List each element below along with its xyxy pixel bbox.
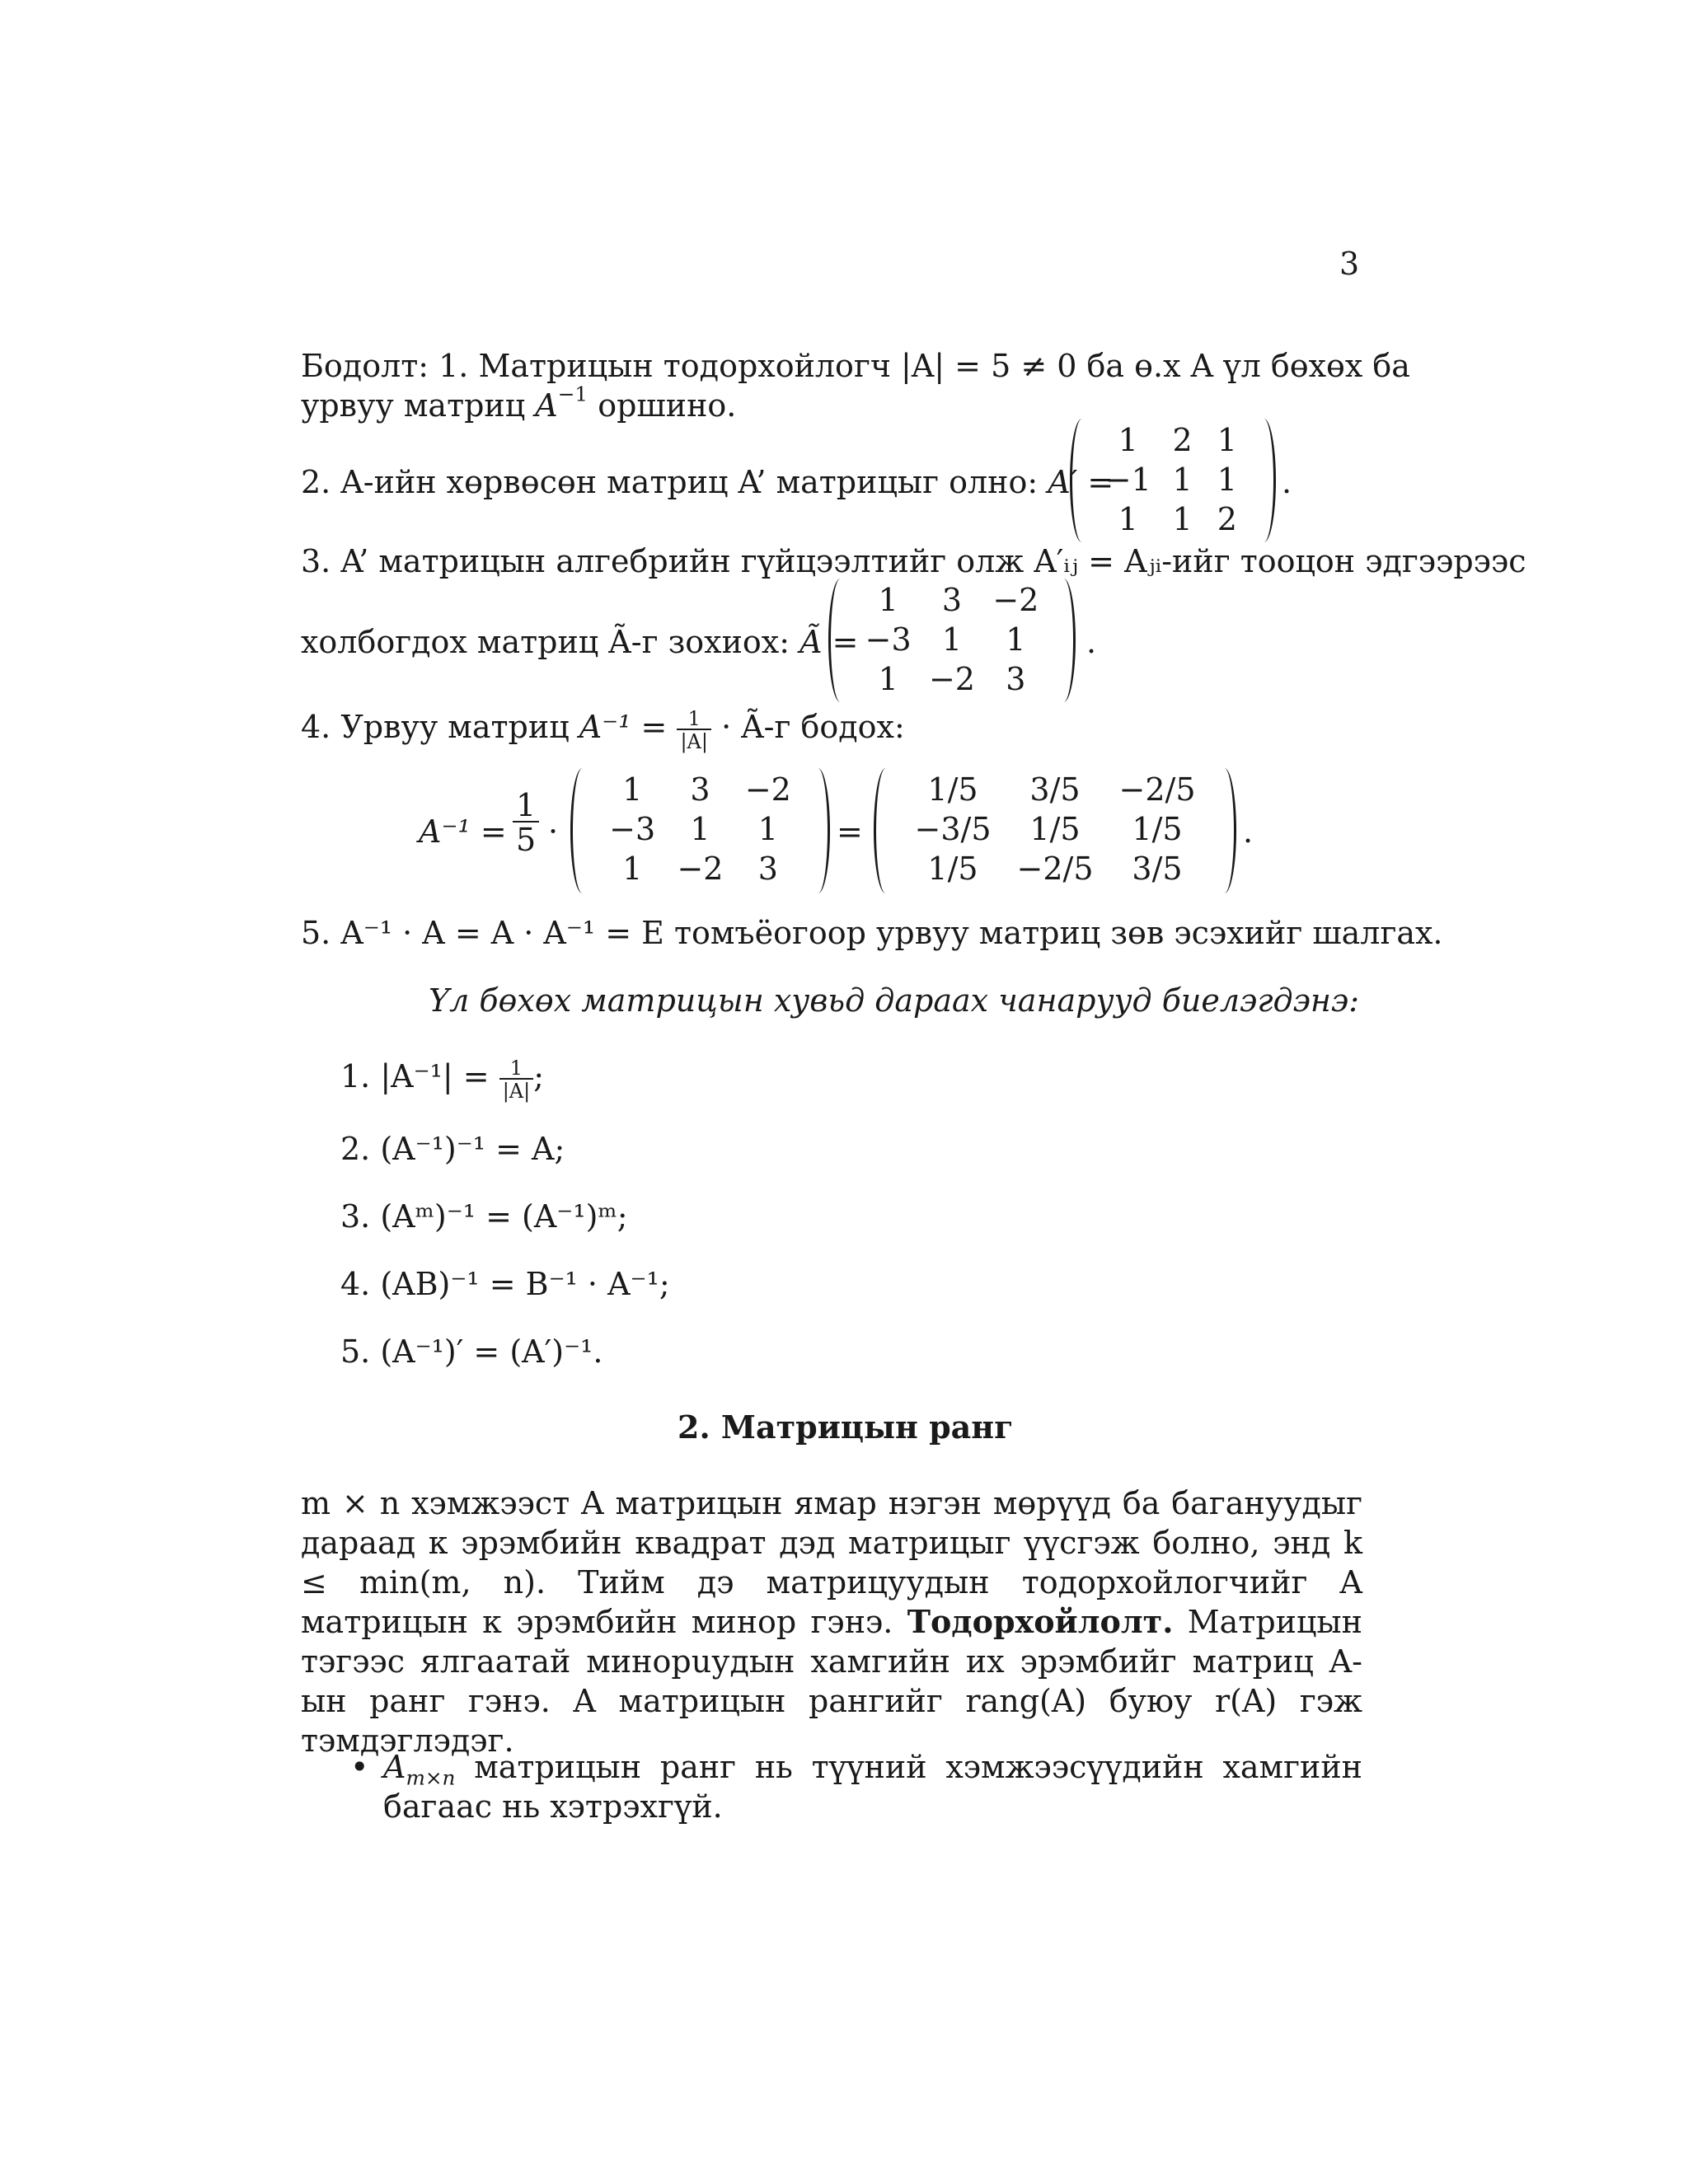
matrix-cell: 1	[941, 621, 963, 658]
matrix-cell: 1	[1118, 501, 1138, 537]
definition-label: Тодорхойлолт.	[907, 1603, 1174, 1640]
left-paren	[874, 768, 898, 893]
matrix-cell: 1	[622, 851, 643, 887]
matrix-cell: 1	[757, 811, 778, 847]
step2-text	[301, 462, 1114, 502]
frac-den: |A|	[677, 729, 711, 752]
step3-period: .	[1086, 624, 1097, 660]
matrix-cell: 3	[757, 851, 778, 887]
matrix-cell: 2	[1217, 501, 1237, 537]
step4-post: · Ã-г бодох:	[721, 709, 905, 745]
left-paren	[570, 768, 594, 893]
properties-intro: Үл бөхөх матрицын хувьд дараах чанарууд биелэгдэнэ:	[429, 982, 1360, 1019]
matrix-cell: 1/5	[927, 771, 978, 808]
property-4: 4. (AB)⁻¹ = B⁻¹ · A⁻¹;	[340, 1266, 670, 1302]
step3-line-1: 3. A’ матрицын алгебрийн гүйцээлтийг олж A′ᵢⱼ = Aⱼᵢ-ийг тооцон эдгээрээс	[301, 543, 1526, 579]
matrix-cell: 1	[1217, 462, 1237, 498]
step4-fraction	[677, 706, 711, 753]
matrix-cell: 1	[690, 811, 710, 847]
fraction	[513, 787, 539, 858]
matrix-cell: −2	[928, 661, 975, 697]
matrix-cell: 3	[1006, 661, 1026, 697]
step2-lhs: A′ =	[1048, 464, 1114, 500]
display-matrix-frac	[874, 768, 1236, 893]
equals-sign: =	[837, 813, 863, 850]
bullet-var: A	[383, 1749, 406, 1785]
matrix-grid	[856, 580, 1048, 699]
matrix-cell: −2	[744, 771, 791, 808]
right-paren	[806, 768, 830, 893]
step3-lhs: Ã =	[799, 624, 859, 660]
step2-label: 2. A-ийн хөрвөсөн матриц A’ матрицыг олно:	[301, 464, 1048, 500]
step3-label: холбогдох матриц Ã-г зохиох:	[301, 624, 800, 660]
solution-line-1: Бодолт: 1. Матрицын тодорхойлогч |A| = 5 ≠ 0 ба ө.х A үл бөхөх ба	[301, 348, 1410, 384]
right-paren	[1252, 419, 1276, 542]
property-3: 3. (Aᵐ)⁻¹ = (A⁻¹)ᵐ;	[340, 1198, 628, 1235]
line2-post: оршино.	[588, 387, 737, 424]
left-paren	[828, 579, 852, 702]
step3-matrix	[828, 579, 1076, 702]
matrix-grid	[598, 770, 802, 888]
matrix-cell: 1/5	[927, 851, 978, 887]
step4-formula: A⁻¹ =	[579, 709, 668, 745]
matrix-cell: −3	[865, 621, 912, 658]
matrix-cell: 3/5	[1029, 771, 1081, 808]
step4-line	[301, 707, 905, 752]
matrix-cell: −2/5	[1016, 851, 1094, 887]
property-1-pre: 1. |A⁻¹| =	[340, 1058, 490, 1094]
line2-var: A	[535, 387, 558, 424]
matrix-cell: 1	[878, 661, 898, 697]
matrix-cell: 1	[1006, 621, 1026, 658]
display-lhs-text: A⁻¹ =	[419, 813, 507, 850]
frac-num: 1	[509, 1056, 523, 1080]
solution-line-2	[301, 382, 737, 425]
definition-text: Матрицын тэгээс ялгаатай минорuудын хамгийн их эрэмбийг матриц A-ын ранг гэнэ. A матрицын рангийг rang(A) буюу r(A) гэж тэмдэглэдэг.	[301, 1604, 1362, 1759]
property-1-fraction	[499, 1058, 534, 1101]
matrix-cell: 1/5	[1132, 811, 1183, 847]
frac-num: 1	[687, 706, 701, 730]
step4-pre: 4. Урвуу матриц	[301, 709, 579, 745]
bullet-sub: m×n	[406, 1765, 456, 1790]
bullet-item	[383, 1747, 1362, 1826]
matrix-cell: 1	[1217, 422, 1237, 458]
property-1-post: ;	[533, 1058, 545, 1094]
left-paren	[1070, 419, 1094, 542]
line2-pre: урвуу матриц	[301, 387, 536, 424]
page-number: 3	[1339, 246, 1360, 282]
bullet-text: матрицын ранг нь түүний хэмжээсүүдийн хамгийн багаас нь хэтрэхгүй.	[383, 1749, 1362, 1825]
step3-line-2	[301, 622, 859, 662]
frac-num: 1	[516, 787, 537, 823]
right-paren	[1052, 579, 1076, 702]
line2-sup: −1	[557, 382, 588, 406]
matrix-cell: −3/5	[914, 811, 992, 847]
matrix-cell: −3	[609, 811, 656, 847]
matrix-cell: 3	[690, 771, 710, 808]
frac-den: |A|	[499, 1078, 534, 1101]
matrix-cell: 1	[1118, 422, 1138, 458]
step2-period: .	[1282, 464, 1292, 500]
display-matrix-int	[570, 768, 830, 893]
matrix-cell: 1	[1172, 501, 1193, 537]
display-lhs	[419, 812, 507, 851]
matrix-cell: 2	[1172, 422, 1193, 458]
property-1	[340, 1057, 544, 1101]
matrix-cell: −2/5	[1118, 771, 1196, 808]
matrix-cell: −2	[677, 851, 724, 887]
paragraph-text: m × n хэмжээст A матрицын ямар нэгэн мөрүүд ба багануудыг дараад к эрэмбийн квадрат дэд матрицыг үүсгэж болно, энд k ≤ min(m, n). Тийм дэ матрицуудын тодорхойлогчийг A матрицын к эрэмбийн минор гэнэ.	[301, 1485, 1362, 1640]
dot-operator: ·	[548, 813, 559, 850]
matrix-cell: 1	[1172, 462, 1193, 498]
matrix-grid	[1096, 420, 1250, 539]
matrix-cell: 1/5	[1029, 811, 1081, 847]
matrix-cell: −1	[1104, 462, 1151, 498]
matrix-grid	[902, 770, 1208, 888]
property-5: 5. (A⁻¹)′ = (A′)⁻¹.	[340, 1333, 603, 1370]
right-paren	[1212, 768, 1236, 893]
step5-line: 5. A⁻¹ · A = A · A⁻¹ = E томъёогоор урвуу матриц зөв эсэхийг шалгах.	[301, 915, 1443, 951]
section-title: 2. Матрицын ранг	[678, 1408, 1014, 1446]
display-period: .	[1243, 813, 1254, 850]
matrix-cell: 3/5	[1132, 851, 1183, 887]
section-paragraph	[301, 1483, 1362, 1760]
frac-den: 5	[513, 821, 539, 855]
matrix-cell: 3	[941, 582, 963, 618]
matrix-cell: 1	[878, 582, 898, 618]
bullet-marker: •	[350, 1749, 369, 1785]
matrix-cell: 1	[622, 771, 643, 808]
step2-matrix	[1070, 419, 1276, 542]
property-2: 2. (A⁻¹)⁻¹ = A;	[340, 1131, 565, 1167]
display-fraction	[513, 787, 539, 858]
matrix-cell: −2	[992, 582, 1039, 618]
